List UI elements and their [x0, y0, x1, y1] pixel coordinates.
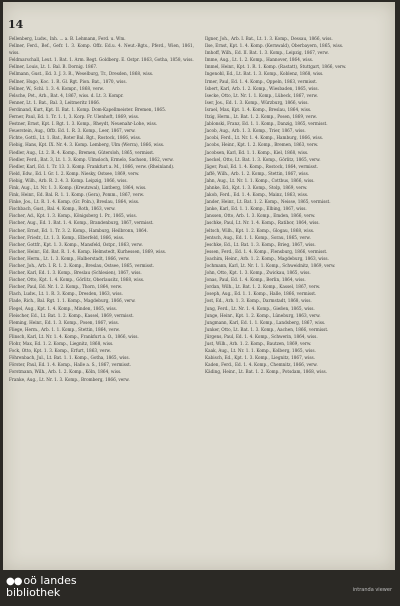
register-entry: Jander, Heinr., Lt. Bat. 1. 2. Komp., Neisse, 1865, vermisst.	[205, 199, 331, 205]
register-entry: Fichte, Gottl., Lt. 1. Bat., Roter Bal. Rgt., Rostock, 1866, wiss.	[9, 135, 142, 141]
register-entry: Jaschke, Paul, Lt. Nr. 1. 4. Komp., Ratibor, 1864, wiss.	[205, 220, 320, 226]
register-entry: Fischer, Heinr., Ed. Bat. R. 1. 4. Komp. Helmstedt, Kurhessen, 1869, wiss.	[9, 248, 167, 254]
register-entry: Kaden, Ferd., Ed. 1. 4. Komp., Chemnitz, 1866, verw.	[205, 362, 318, 368]
register-entry: Jacobi, Ferd., Lt. Nr. 1. 4. Komp., Hamburg, 1866, wiss.	[205, 135, 324, 141]
register-entry: Jacob, Aug., Arb. 1. 3. Komp., Trier, 1867, wiss.	[205, 128, 306, 134]
register-entry: Irmer, Paul, Ed. 1. 4. Komp., Oppeln, 1863, vermisst.	[205, 78, 318, 84]
register-entry: Jakob, Ferd., Ed. 1. 4. Komp., Mainz, 1863, wiss.	[205, 192, 309, 198]
register-entry: Fellner, Ferd., Bef., Gefr. 1. 3. Komp. Offz. Ed.u. 4. Neut.-Rgts., Pferd., Wien, 1861, wiss.	[9, 43, 194, 56]
register-entry: Fiedler, Karl, Ed. 1. Tr. 13. 3. Komp. Frankfurt a. M., 1866, verw. (Rheinland).	[9, 163, 175, 169]
register-entry: Itzig, Herm., Lt. Bat. 1. 2. Komp., Posen, 1869, verw.	[205, 114, 317, 120]
register-entry: Jahn, Aug., Lt. Nr. 1. 1. Komp., Cottbus, 1866, wiss.	[205, 177, 315, 183]
register-entry: Felsche, Pet., Arb., Bat. 4, 1867, wiss. d. Lt. 3. Kompr.	[9, 92, 124, 98]
register-entry: Jonas, Paul, Ed. 1. 4. Komp., Berlin, 1864, wiss.	[205, 277, 306, 283]
register-entry: Fock, Otto, Kpt. 1. 3. Komp., Erfurt, 1863, verw.	[9, 348, 111, 354]
register-entry: Junge, Heinr., Kpt. 1. 2. Komp., Lüneburg, 1863, verw.	[205, 312, 321, 318]
register-entry: Fischbach, Gust., Bal. 4. Komp., Roth, 1863, verw.	[9, 206, 116, 212]
viewer-brand-label: intranda viewer	[352, 587, 392, 593]
register-entry: Fliege, Herm., Arb. 1. 1. Komp., Stettin, 1864, verw.	[9, 326, 120, 332]
register-entry: Förster, Paul, Ed. 1. 4. Komp., Halle a. S., 1867, vermisst.	[9, 362, 132, 368]
register-entry: Ferner, Paul, Ed. 1. Tr. 1. 1, 3. Korp. Fr. Ulenhoft, 1869, wiss.	[9, 114, 140, 120]
register-entry: Junker, Otto, Lt. Bat. 1. 3. Komp., Aachen, 1866, vermisst.	[205, 326, 329, 332]
register-entry: Fischer, Friedr., Lt. 1. 3. Komp., Elberfeld, 1866, wiss.	[9, 234, 125, 240]
register-entry: Flade, Rich., Bal. Rgt. 1. 1. Komp., Magdeburg, 1866, verw.	[9, 298, 136, 304]
register-entry: Isbert, Karl, Arb. 1. 2. Komp., Wiesbaden, 1865, wiss.	[205, 85, 319, 91]
register-entry: Janke, Karl, Ed. 1. 1. Komp., Elbing, 1867, wiss.	[205, 206, 307, 212]
register-entry: Flach, Ludw., Lt. 1. R. 3. Komp., Dresden, 1863, wiss.	[9, 291, 123, 297]
page-number: 14	[8, 18, 24, 31]
register-entry: Finke, Jos., Lt. R. 1. 4. Komp. (Gr. Poln.), Breslau, 1864, wiss.	[9, 199, 140, 205]
register-entry: Festner, Ernst, Kpt. I. Rgt. 1. 3. Komp., Rheydt, Neuenahr-Lohe, wiss.	[9, 121, 158, 127]
register-entry: Fiebig, Wilh., Arb. R. 2. 4. 3. Komp. Leipzig, 1866, wiss.	[9, 177, 128, 183]
register-entry: Fellner, W., Schl. 1. 3. 4. Kompr., 1868, verw.	[9, 85, 104, 91]
register-entry: Föhrenbach, Jul., Lt. Bat. 1. 1. Komp., Gotha, 1865, wiss.	[9, 355, 130, 361]
register-entry: Imme, Aug., Lt. 1. 2. Komp., Hannover, 1864, wiss.	[205, 57, 314, 63]
register-entry: Fiedler, Aug., Lt. 2. R. 4. Komp., Bremen, Gütersloh, 1865, vermisst.	[9, 149, 155, 155]
register-entry: Fischer, Ernst, Ed. 1. Tr. 3. 2. Komp., Hamburg, Heilbronn, 1864.	[9, 227, 148, 233]
register-entry: Jürgens, Paul, Ed. 1. 4. Komp., Schwerin, 1864, wiss.	[205, 333, 318, 339]
register-entry: Fink, Aug., Lt. Nr. 1. 3. Komp. (Kreutzwal), Lintberg, 1864, wiss.	[9, 184, 147, 190]
register-entry: Ingenohl, Ed., Lt. Bat. 1. 3. Komp., Koblenz, 1868, wiss.	[205, 71, 324, 77]
register-entry: Käding, Heinr., Lt. Bat. 1. 2. Komp., Potsdam, 1868, wiss.	[205, 369, 327, 375]
register-entry: Jentsch, Aug., Ed. 1. 1. Komp., Sorau, 1865, verw.	[205, 234, 311, 240]
register-entry: Fenner, Lt. 1. Bat., Bal. 3, Leitmeritz 1866.	[9, 99, 101, 105]
register-entry: Fischer, Otto, Kpt. 1. 4. Komp., Görlitz, Oberlausitz, 1868, wiss.	[9, 277, 145, 283]
register-entry: John, Otto, Kpt. 1. 3. Komp., Zwickau, 1865, wiss.	[205, 270, 311, 276]
register-entry: Fischer, Aug., Ed. 1. Bat. 1. 4. Komp., Brandenburg, 1867, vermisst.	[9, 220, 154, 226]
register-entry: Fellner, Hugo, Koc. 1. R. Gl. Rgt. Pion. Bat., 1870, wiss.	[9, 78, 127, 84]
register-entry: Fink, Heinr., Ed. Bal. R. 1. 1. Komp. (Gera), Pomm., 1867, verw.	[9, 192, 145, 198]
register-entry: Fischer, Joh., Arb. I. R. 1. 2. Komp., Breslau, Ostsee, 1865, vermisst.	[9, 263, 155, 268]
register-entry: Fleming, Heinr., Ed. 1. 3. Komp., Posen, 1867, wiss.	[9, 319, 120, 325]
scanned-page	[3, 2, 395, 570]
register-entry: Jaeckel, Otto, Lt. Bat. 1. 3. Komp., Görlitz, 1865, verw.	[205, 156, 321, 162]
register-entry: Jochmann, Karl, Lt. Nr. 1. 1. Komp., Schweidnitz, 1869, verw.	[205, 263, 336, 268]
register-entry: Fellmann, Gust., Ed. 3. J. 3. R., Weselburg, Tr., Dresden, 1868, wiss.	[9, 71, 154, 77]
left-column	[9, 35, 194, 383]
register-entry: Jäger, Paul, Ed. 1. 4. Komp., Rostock, 1864, vermisst.	[205, 163, 318, 169]
register-entry: Isecke, Otto, Lt. Nr. 1. 1. Komp., Lübeck, 1867, verw.	[205, 92, 318, 98]
register-entry: Flohr, Max, Ed. 1. 2. Komp., Liegnitz, 1868, wiss.	[9, 341, 114, 347]
register-entry: Fischer, Gottfr., Kpt. 1. 3. Komp., Mansfeld, Ostpr., 1863, verw.	[9, 241, 143, 247]
register-entry: Ferdinand, Kurt, Kpt. II. Bat. 1. Komp. Dom-Kapellmeister. Bremen, 1865.	[9, 106, 167, 112]
logo-circles-icon: ●●	[6, 576, 22, 587]
register-entry: Feuerstein, Aug., Offz. Ed. 1. R. 3. Komp., Leer, 1867, verw.	[9, 128, 136, 134]
register-entry: Just, Wilh., Arb. 1. 2. Komp., Bautzen, 1869, verw.	[205, 341, 312, 347]
register-entry: Jessen, Ferd., Ed. 1. 4. Komp., Flensburg, 1866, vermisst.	[205, 248, 328, 254]
register-entry: Jeschke, Ed., Lt. Bat. 1. 3. Komp., Brieg, 1867, wiss.	[205, 241, 316, 247]
register-entry: Fischer, Ad., Kpt. 1. 3. Komp., Königsberg 1. Pr., 1865, wiss.	[9, 213, 137, 219]
register-entry: Field, Edw., Ed. I. Gr. 1. 2. Komp. Niesky, Ostsee, 1869, verw.	[9, 170, 140, 176]
right-column	[205, 35, 390, 376]
register-entry: Jacobs, Heinr., Kpt. 1. 2. Komp., Bremen, 1863, verw.	[205, 142, 319, 148]
register-entry: Fleischer, Ed., Lt. Bat. 1. 2. Komp., Kassel, 1869, vermisst.	[9, 312, 134, 318]
register-entry: Fellner, Louis, Lt. 1. Bal. B. Dornig. 1867.	[9, 64, 98, 70]
register-entry: Flegel, Aug., Kpt. 1. 4. Komp., Minden, 1865, wiss.	[9, 305, 117, 311]
register-entry: Jungmann, Karl, Ed. 1. 1. Komp., Landsberg, 1867, wiss.	[205, 319, 326, 325]
register-entry: Ilgner, Joh., Arb. I. Bat., Lt. 1. 3. Komp., Dessau, 1866, wiss.	[205, 36, 333, 41]
register-entry: Jacobsen, Karl, Ed. 1. 1. Komp., Kiel, 1868, wiss.	[205, 149, 309, 155]
register-entry: Janssen, Otto, Arb. 1. 3. Komp., Emden, 1866, verw.	[205, 213, 316, 219]
register-entry: Franke, Aug., Lt. Nr. 1. 3. Komp., Bromberg, 1866, verw.	[9, 376, 130, 382]
register-entry: Iser, Jos., Ed. 1. 3. Komp., Würzburg, 1866, wiss.	[205, 99, 309, 105]
library-logo[interactable]	[6, 575, 77, 598]
register-entry: Jahnke, Ed., Kpt. 1. 3. Komp., Stolp, 1869, verw.	[205, 184, 308, 190]
register-entry: Fischer, Paul, Ed. Nr. 1. 2. Komp., Thorn, 1864, verw.	[9, 284, 122, 290]
register-entry: Feldmarschall, Leut. 1. Bat. 1. Arm. Regt. Goldberg. E. Ostpr. 1863, Gotha, 1858, wiss.	[9, 57, 194, 63]
register-entry: Jost, Ed., Arb. 1. 3. Komp., Darmstadt, 1868, wiss.	[205, 298, 312, 304]
register-entry: Flinsch, Karl, Lt. Nr. 1. 4. Komp., Frankfurt a. O., 1866, wiss.	[9, 333, 139, 339]
register-entry: Fischer, Karl, Ed. 1. 3. Komp., Breslau (Schlesien), 1867, wiss.	[9, 270, 142, 276]
register-entry: Ilse, Ernst, Kpt. 1. 4. Komp. (Kernwald), Oberbayern, 1865, wiss.	[205, 43, 344, 49]
register-entry: Fiebig, Hans, Kpt. IX. Nr. 4. 3. Komp. Lemberg, Ulm (Werra), 1866, wiss.	[9, 142, 165, 148]
register-entry: Immel, Heinr., Kpt. 1. R. 1. Komp. (Rastatt), Stuttgart, 1866, verw.	[205, 64, 347, 70]
register-entry: Imhoff, Wilh., Ed. II. Bat. 1. 3. Komp., Leipzig, 1867, verw.	[205, 50, 329, 56]
register-entry: Fiedler, Ferd., Bat. 3, Lt. 1. 3. Komp. Ulmsloch, Ermelo, Sachsen, 1862, verw.	[9, 156, 174, 162]
register-entry: Fellenberg, Ludw., Inh. ... a. B. Lehmann, Ferd. u. Wm.	[9, 36, 126, 41]
register-entry: Forstmann, Wilh., Arb. 1. 2. Komp., Köln, 1864, wiss.	[9, 369, 122, 375]
register-entry: Israel, Max, Kpt. 1. 4. Komp., Breslau, 1864, wiss.	[205, 106, 312, 112]
logo-text-top: oö landes	[23, 574, 77, 587]
register-entry: Fischer, Herm., Lt. 1. 3. Komp., Halberstadt, 1866, verw.	[9, 255, 130, 261]
register-entry: Jung, Ferd., Lt. Nr. 1. 4. Komp., Gießen, 1865, wiss.	[205, 305, 315, 311]
register-entry: Kabisch, Ed., Kpt. 1. 3. Komp., Liegnitz, 1867, wiss.	[205, 355, 315, 361]
register-entry: Jeltsch, Wilh., Kpt. 1. 2. Komp., Glogau, 1868, wiss.	[205, 227, 315, 233]
register-entry: Jaffé, Wilh., Arb. 1. 2. Komp., Stettin, 1867, wiss.	[205, 170, 310, 176]
register-entry: Joseph, Aug., Ed. 1. 1. Komp., Halle, 1866, vermisst.	[205, 291, 317, 297]
viewer-footer	[0, 570, 400, 606]
logo-text-bottom: bibliothek	[6, 586, 61, 599]
register-entry: Jordan, Wilh., Lt. Bat. 1. 2. Komp., Kassel, 1867, verw.	[205, 284, 321, 290]
register-entry: Jablonski, Franz, Ed. 1. 1. Komp., Danzig, 1865, vermisst.	[205, 121, 328, 127]
register-entry: Kaak, Aug., Lt. Nr. 1. 1. Komp., Kolberg, 1865, wiss.	[205, 348, 316, 354]
register-entry: Joachim, Heinr., Arb. 1. 2. Komp., Magdeburg, 1863, wiss.	[205, 255, 329, 261]
